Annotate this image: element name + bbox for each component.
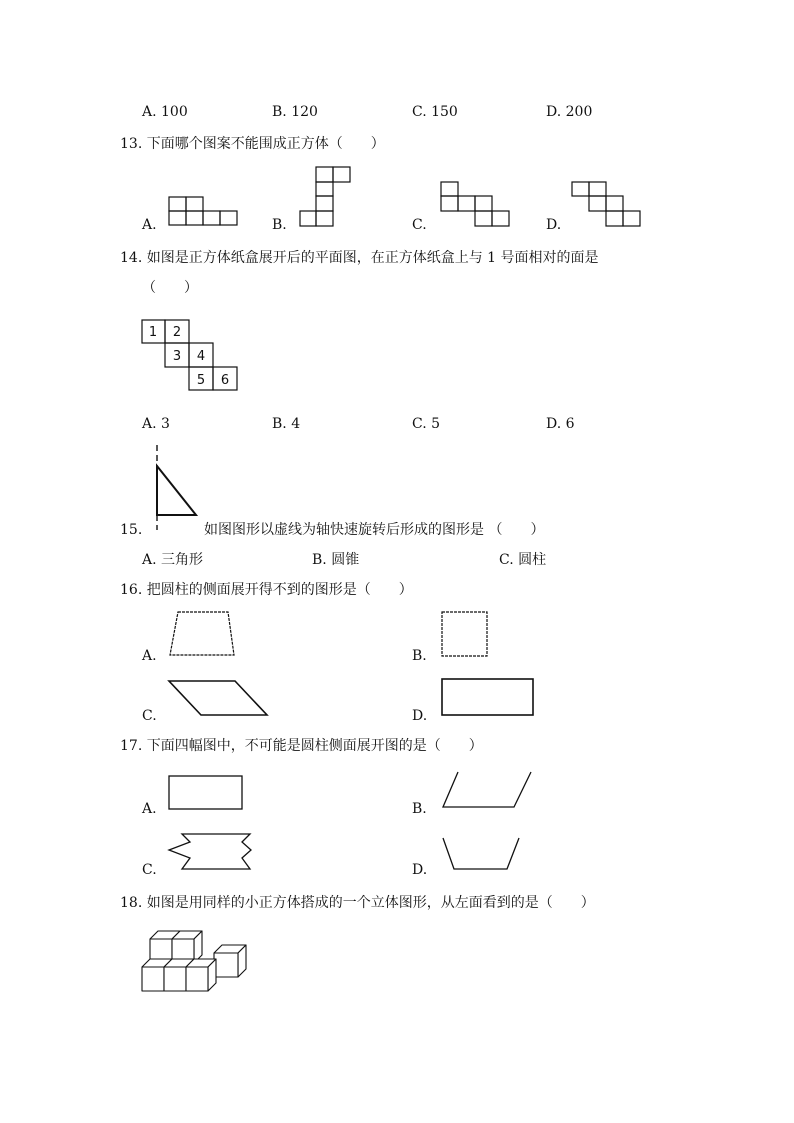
q15-triangle-figure: [150, 444, 200, 532]
q16-label-b[interactable]: B.: [412, 648, 427, 664]
q14-option-b[interactable]: B. 4: [272, 416, 301, 432]
q15-option-c[interactable]: C. 圆柱: [499, 552, 547, 568]
q16-label-a[interactable]: A.: [142, 648, 157, 664]
q17-zigzag-shape: [168, 833, 254, 871]
q13-label-d[interactable]: D.: [546, 217, 562, 233]
q13-net-b: [299, 166, 351, 228]
q16-parallelogram: [167, 679, 269, 717]
q14-face-3-label: 3: [172, 349, 182, 364]
q14-cube-net: [141, 319, 239, 392]
q16-trapezoid: [168, 611, 236, 657]
q17-label-b[interactable]: B.: [412, 801, 427, 817]
q14-face-2-label: 2: [172, 325, 182, 340]
q18-cube-stack: [140, 925, 250, 993]
q16-label-c[interactable]: C.: [142, 708, 157, 724]
q16-rectangle: [441, 678, 535, 717]
q17-label-c[interactable]: C.: [142, 862, 157, 878]
q12-option-b[interactable]: B. 120: [272, 104, 318, 120]
q13-label-c[interactable]: C.: [412, 217, 427, 233]
q13-stem: 13. 下面哪个图案不能围成正方体（ ）: [120, 136, 385, 152]
q14-face-5-label: 5: [196, 373, 206, 388]
q15-option-a[interactable]: A. 三角形: [142, 552, 204, 568]
q17-label-a[interactable]: A.: [142, 801, 157, 817]
q14-option-d[interactable]: D. 6: [546, 416, 575, 432]
q17-open-parallelogram: [441, 770, 533, 810]
q16-square: [441, 611, 489, 657]
q13-net-a: [168, 196, 238, 228]
q13-label-b[interactable]: B.: [272, 217, 287, 233]
q15-right-triangle: [157, 466, 196, 515]
q14-face-4-label: 4: [196, 349, 206, 364]
q13-label-a[interactable]: A.: [142, 217, 157, 233]
q13-net-d: [571, 181, 641, 227]
q14-face-6-label: 6: [220, 373, 230, 388]
q17-rectangle: [168, 775, 244, 810]
q14-option-a[interactable]: A. 3: [142, 416, 170, 432]
q18-stem: 18. 如图是用同样的小正方体搭成的一个立体图形，从左面看到的是（ ）: [120, 895, 595, 911]
q14-face-1-label: 1: [148, 325, 158, 340]
q16-label-d[interactable]: D.: [412, 708, 428, 724]
q12-option-d[interactable]: D. 200: [546, 104, 593, 120]
q17-open-trapezoid: [441, 836, 521, 872]
q12-option-c[interactable]: C. 150: [412, 104, 458, 120]
q13-net-c: [440, 181, 510, 227]
q17-stem: 17. 下面四幅图中，不可能是圆柱侧面展开图的是（ ）: [120, 738, 483, 754]
q15-option-b[interactable]: B. 圆锥: [312, 552, 360, 568]
q12-option-a[interactable]: A. 100: [142, 104, 188, 120]
q15-text: 如图图形以虚线为轴快速旋转后形成的图形是 （ ）: [204, 522, 545, 538]
q17-label-d[interactable]: D.: [412, 862, 428, 878]
q15-stem: 15.: [120, 522, 143, 538]
q14-stem-cont: （ ）: [142, 280, 198, 296]
q16-stem: 16. 把圆柱的侧面展开得不到的图形是（ ）: [120, 582, 413, 598]
q14-option-c[interactable]: C. 5: [412, 416, 441, 432]
q14-stem: 14. 如图是正方体纸盒展开后的平面图，在正方体纸盒上与 1 号面相对的面是: [120, 250, 599, 266]
